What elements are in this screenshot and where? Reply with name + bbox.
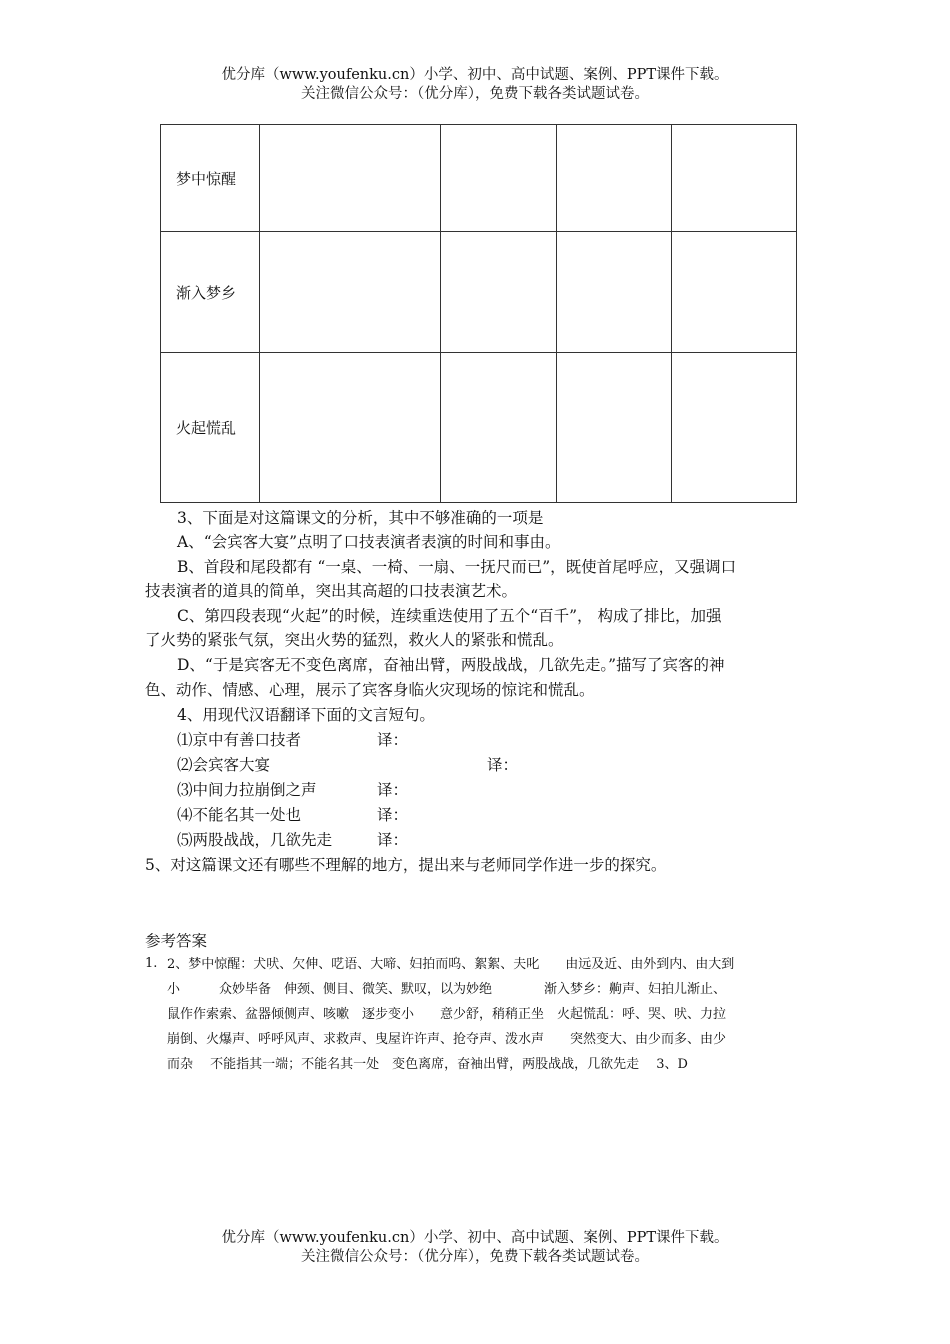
translation-label-4: 译： [377,806,409,824]
translation-item-3: ⑶中间力拉崩倒之声 [177,781,317,799]
analysis-table [160,124,797,503]
translation-label-1: 译： [377,731,409,749]
answer-line-2: 小 众妙毕备 伸颈、侧目、微笑、默叹，以为妙绝 渐入梦乡：齁声、妇拍儿渐止、 [167,982,727,997]
table-row [161,232,797,353]
row-label-jian-ru-meng-xiang: 渐入梦乡 [161,232,260,353]
answer-line-5: 而杂 不能指其一端；不能名其一处 变色离席，奋袖出臂，两股战战，几欲先走 3、D [167,1057,688,1072]
option-d-line-1: D、“于是宾客无不变色离席，奋袖出臂，两股战战，几欲先走。”描写了宾客的神 [177,656,725,674]
question-4: 4、用现代汉语翻译下面的文言短句。 [177,706,435,724]
row-label-meng-zhong-jing-xing: 梦中惊醒 [161,125,260,232]
translation-label-2: 译： [487,756,519,774]
translation-item-4: ⑷不能名其一处也 [177,806,302,824]
option-b-line-2: 技表演者的道具的简单，突出其高超的口技表演艺术。 [145,582,518,600]
table-cell [672,353,797,503]
header-line-1: 优分库（www.youfenku.cn）小学、初中、高中试题、案例、PPT课件下载。 [221,67,729,83]
answer-line-3: 鼠作作索索、盆器倾侧声、咳嗽 逐步变小 意少舒，稍稍正坐 火起慌乱：呼、哭、吠、力拉 [167,1007,727,1022]
table-cell [672,232,797,353]
table-cell [441,353,557,503]
table-cell [557,232,672,353]
table-cell [260,125,441,232]
answers-title: 参考答案 [145,932,208,950]
question-3: 3、下面是对这篇课文的分析，其中不够准确的一项是 [177,509,544,527]
option-d-line-2: 色、动作、情感、心理，展示了宾客身临火灾现场的惊诧和慌乱。 [145,681,595,699]
translation-label-3: 译： [377,781,409,799]
option-b-line-1: B、首段和尾段都有 “一桌、一椅、一扇、一抚尺而已”，既使首尾呼应，又强调口 [177,558,737,576]
table-row [161,125,797,232]
table-cell [441,125,557,232]
translation-label-5: 译： [377,831,409,849]
translation-item-5: ⑸两股战战，几欲先走 [177,831,333,849]
table-cell [260,353,441,503]
footer-line-1: 优分库（www.youfenku.cn）小学、初中、高中试题、案例、PPT课件下载。 [221,1230,729,1246]
table-cell [557,125,672,232]
table-cell [672,125,797,232]
answer-line-4: 崩倒、火爆声、呼呼风声、求救声、曳屋许许声、抢夺声、泼水声 突然变大、由少而多、由少 [167,1032,727,1047]
question-5: 5、对这篇课文还有哪些不理解的地方，提出来与老师同学作进一步的探究。 [145,856,667,874]
translation-item-1: ⑴京中有善口技者 [177,731,302,749]
table-row [161,353,797,503]
option-c-line-1: C、第四段表现“火起”的时候，连续重迭使用了五个“百千”， 构成了排比，加强 [177,607,722,625]
answers-list-number: 1. [145,956,158,971]
answer-line-1: 2、梦中惊醒：犬吠、欠伸、呓语、大啼、妇拍而呜、絮絮、夫叱 由远及近、由外到内、由大到 [167,957,735,972]
row-label-huo-qi-huang-luan: 火起慌乱 [161,353,260,503]
page-header [0,66,950,104]
option-a: A、“会宾客大宴”点明了口技表演者表演的时间和事由。 [177,533,561,551]
table-cell [557,353,672,503]
footer-line-2: 关注微信公众号：（优分库），免费下载各类试题试卷。 [301,1249,649,1265]
header-line-2: 关注微信公众号：（优分库），免费下载各类试题试卷。 [301,86,649,102]
table-cell [260,232,441,353]
option-c-line-2: 了火势的紧张气氛，突出火势的猛烈，救火人的紧张和慌乱。 [145,631,564,649]
translation-item-2: ⑵会宾客大宴 [177,756,271,774]
table-cell [441,232,557,353]
page-footer [0,1229,950,1267]
